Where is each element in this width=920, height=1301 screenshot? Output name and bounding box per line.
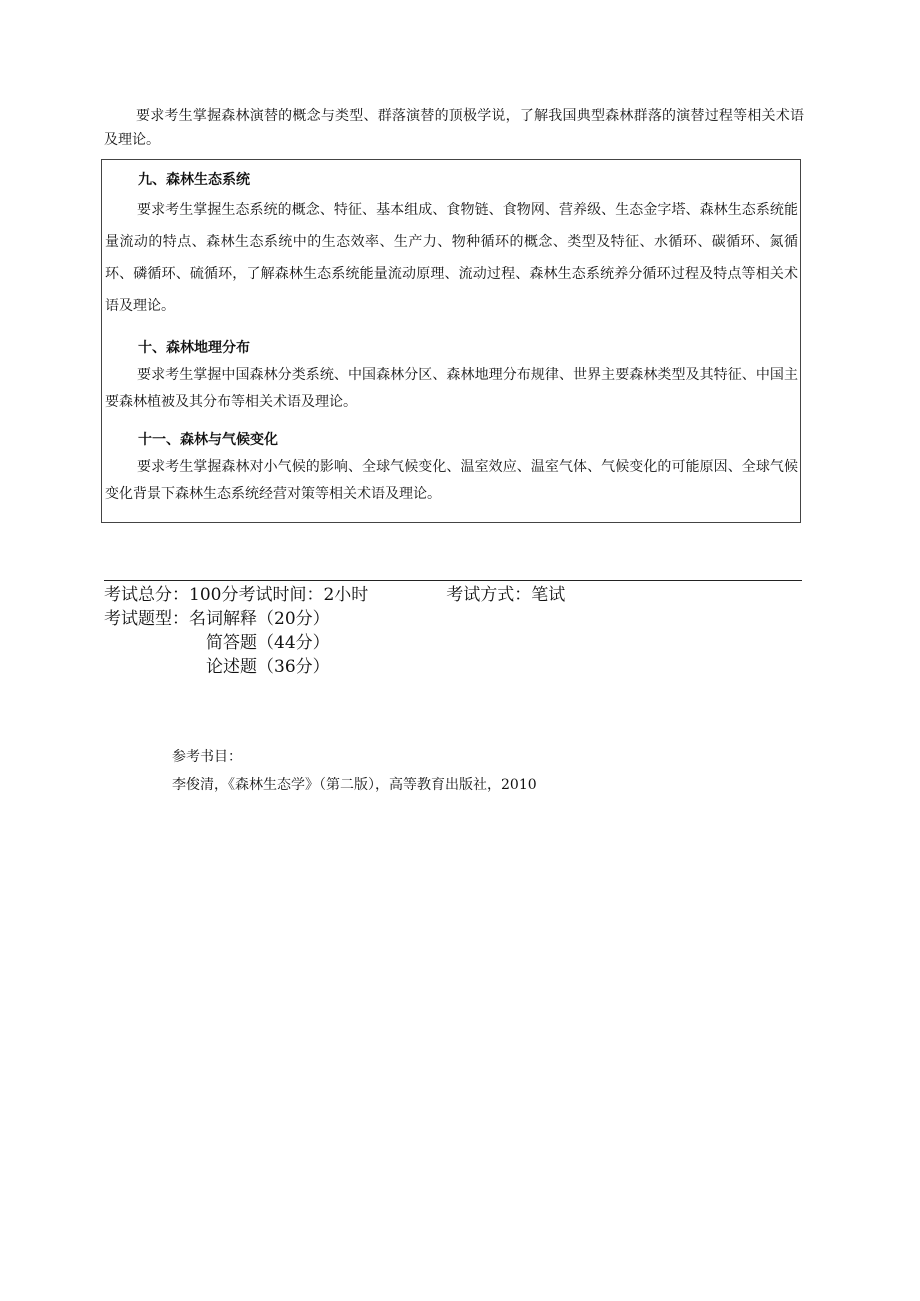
section-title: 十一、森林与气候变化: [138, 432, 278, 448]
section-ecosystem: [105, 168, 798, 322]
section-geography: [105, 336, 798, 416]
section-title: 九、森林生态系统: [138, 172, 250, 188]
exam-type-short-answer: 简答题（44分）: [206, 633, 330, 653]
references: [172, 743, 537, 799]
exam-type-essay: 论述题（36分）: [206, 657, 330, 677]
references-label: 参考书目：: [172, 749, 242, 765]
section-body: 要求考生掌握生态系统的概念、特征、基本组成、食物链、食物网、营养级、生态金字塔、森林生态系统能量流动的特点、森林生态系统中的生态效率、生产力、物种循环的概念、类型及特征、水循环、碳循环、氮循环、磷循环、硫循环，了解森林生态系统能量流动原理、流动过程、森林生态系统养分循环过程及特点等相关术语及理论。: [105, 202, 798, 314]
exam-score-time: 考试总分：100分考试时间：2小时: [104, 585, 369, 605]
exam-method: 考试方式：笔试: [446, 585, 566, 605]
section-body: 要求考生掌握中国森林分类系统、中国森林分区、森林地理分布规律、世界主要森林类型及其特征、中国主要森林植被及其分布等相关术语及理论。: [105, 367, 798, 410]
reference-item: 李俊清，《森林生态学》（第二版），高等教育出版社，2010: [172, 777, 537, 793]
divider-line: [104, 580, 802, 581]
section-body: 要求考生掌握森林对小气候的影响、全球气候变化、温室效应、温室气体、气候变化的可能原因、全球气候变化背景下森林生态系统经营对策等相关术语及理论。: [105, 459, 798, 502]
intro-paragraph: 要求考生掌握森林演替的概念与类型、群落演替的顶极学说，了解我国典型森林群落的演替过程等相关术语及理论。: [104, 108, 804, 148]
syllabus-box: [101, 159, 801, 523]
section-climate: [105, 428, 798, 508]
section-title: 十、森林地理分布: [138, 340, 250, 356]
exam-info: [104, 583, 565, 679]
exam-type-label: 考试题型：名词解释（20分）: [104, 609, 330, 629]
